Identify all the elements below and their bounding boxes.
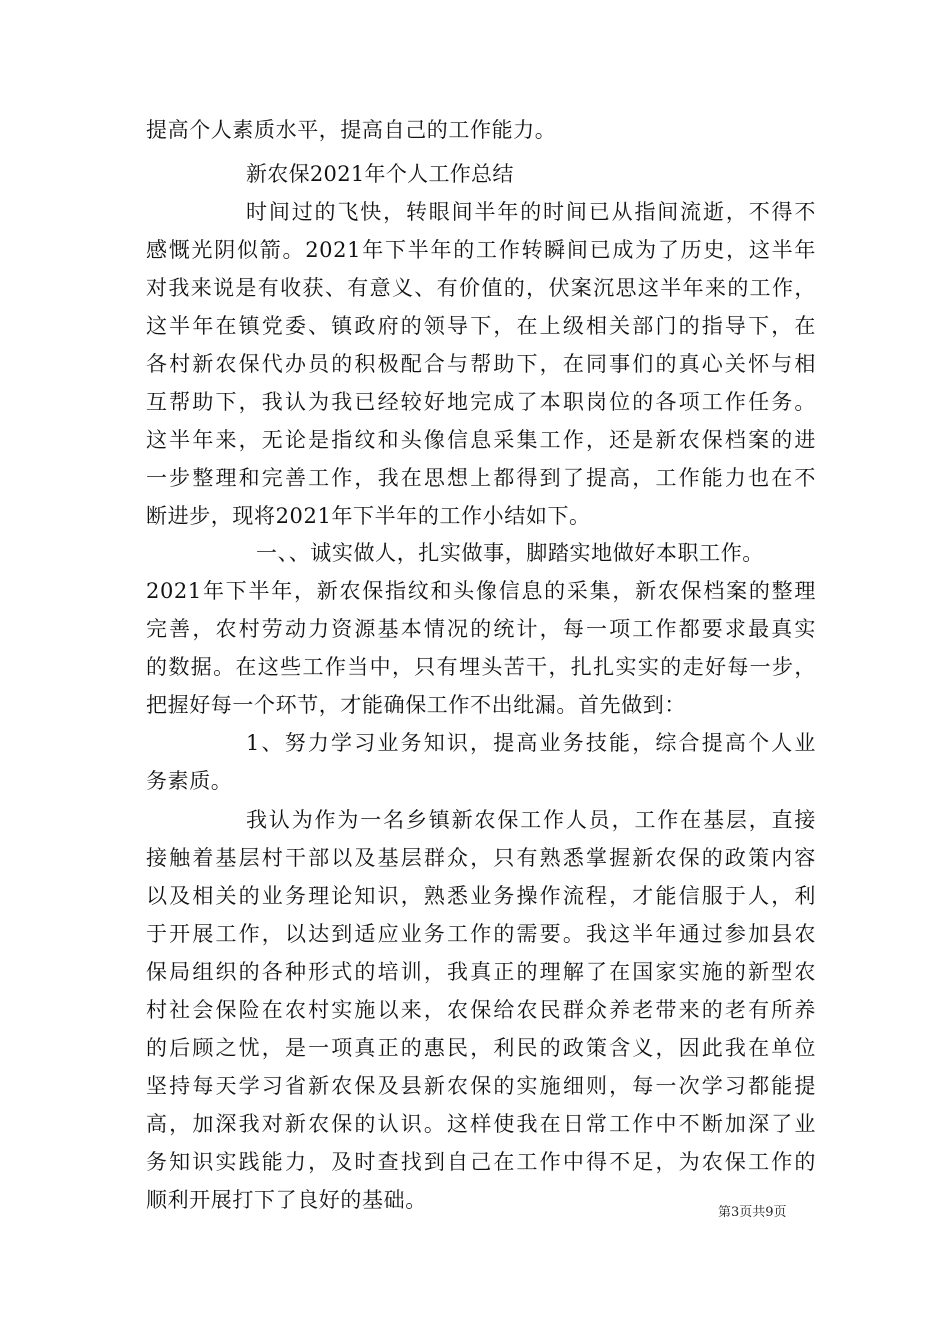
paragraph-line: 务素质。: [146, 769, 233, 793]
paragraph-line: 我认为作为一名乡镇新农保工作人员，工作在基层，直接: [246, 808, 816, 832]
paragraph-line: 提高个人素质水平，提高自己的工作能力。: [146, 118, 557, 142]
paragraph-line: 2021年下半年，新农保指纹和头像信息的采集，新农保档案的整理: [146, 579, 816, 603]
paragraph-line: 务知识实践能力，及时查找到自己在工作中得不足，为农保工作的: [146, 1150, 816, 1174]
paragraph-line: 互帮助下，我认为我已经较好地完成了本职岗位的各项工作任务。: [146, 390, 816, 414]
paragraph-line: 的数据。在这些工作当中，只有埋头苦干，扎扎实实的走好每一步，: [146, 655, 816, 679]
paragraph-line: 时间过的飞快，转眼间半年的时间已从指间流逝，不得不: [246, 200, 816, 224]
page-number: 第3页共9页: [718, 1205, 787, 1220]
paragraph-line: 把握好每一个环节，才能确保工作不出纰漏。首先做到：: [146, 693, 686, 717]
paragraph-line: 村社会保险在农村实施以来，农保给农民群众养老带来的老有所养: [146, 998, 816, 1022]
paragraph-line: 的后顾之忧，是一项真正的惠民，利民的政策含义，因此我在单位: [146, 1036, 816, 1060]
paragraph-line: 于开展工作，以达到适应业务工作的需要。我这半年通过参加县农: [146, 922, 816, 946]
paragraph-line: 顺利开展打下了良好的基础。: [146, 1188, 427, 1212]
paragraph-line: 感慨光阴似箭。2021年下半年的工作转瞬间已成为了历史，这半年: [146, 238, 816, 262]
paragraph-line: 对我来说是有收获、有意义、有价值的，伏案沉思这半年来的工作，: [146, 276, 816, 300]
paragraph-line: 一步整理和完善工作，我在思想上都得到了提高，工作能力也在不: [146, 466, 816, 490]
paragraph-line: 这半年在镇党委、镇政府的领导下，在上级相关部门的指导下，在: [146, 314, 816, 338]
section-heading: 一、、诚实做人，扎实做事，脚踏实地做好本职工作。: [256, 541, 764, 565]
subsection-heading: 1、努力学习业务知识，提高业务技能，综合提高个人业: [246, 731, 816, 755]
paragraph-line: 高，加深我对新农保的认识。这样使我在日常工作中不断加深了业: [146, 1112, 816, 1136]
paragraph-line: 保局组织的各种形式的培训，我真正的理解了在国家实施的新型农: [146, 960, 816, 984]
paragraph-line: 各村新农保代办员的积极配合与帮助下，在同事们的真心关怀与相: [146, 352, 816, 376]
paragraph-line: 断进步，现将2021年下半年的工作小结如下。: [146, 504, 591, 528]
paragraph-line: 坚持每天学习省新农保及县新农保的实施细则，每一次学习都能提: [146, 1074, 816, 1098]
paragraph-line: 这半年来，无论是指纹和头像信息采集工作，还是新农保档案的进: [146, 428, 816, 452]
paragraph-line: 完善，农村劳动力资源基本情况的统计，每一项工作都要求最真实: [146, 617, 816, 641]
section-title: 新农保2021年个人工作总结: [246, 162, 514, 186]
paragraph-line: 接触着基层村干部以及基层群众，只有熟悉掌握新农保的政策内容: [146, 846, 816, 870]
paragraph-line: 以及相关的业务理论知识，熟悉业务操作流程，才能信服于人，利: [146, 884, 816, 908]
